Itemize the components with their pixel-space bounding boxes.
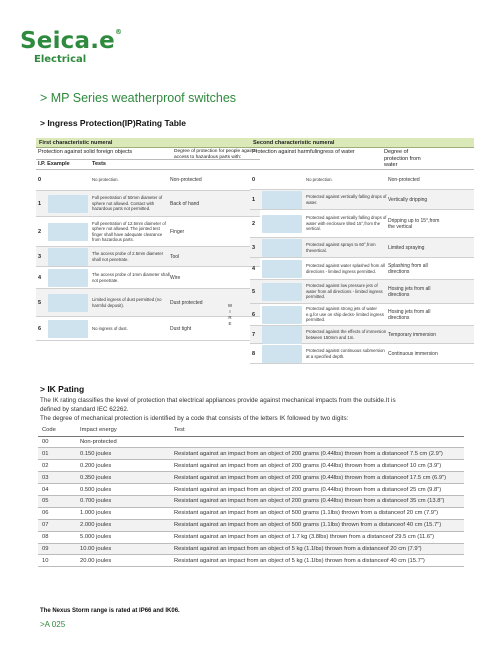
first-numeral-test-illustration-icon — [48, 248, 88, 266]
ip-section-title: > Ingress Protection(IP)Rating Table — [40, 118, 187, 128]
ik-energy-cell: 1.000 joules — [72, 507, 132, 519]
ik-test-cell: Resistant against an impact from an object of 200 grams (0.44lbs) thrown from a distanceof 25 cm (9.8") — [132, 484, 464, 496]
first-numeral-row-description: The access probe of 1mm diameter shall not penetrate. — [92, 272, 170, 283]
ik-test-cell: Resistant against an impact from an object of 200 grams (0.44lbs) thrown from a distanceof 10 cm (3.9") — [132, 460, 464, 472]
first-numeral-row-protection: Finger — [170, 228, 185, 235]
second-numeral-row-number: 8 — [252, 350, 256, 357]
ik-intro-line-3: The degree of mechanical protection is identified by a code that consists of the letters IK followed by two digits: — [40, 415, 349, 422]
ik-table-header-row — [38, 424, 464, 436]
first-numeral-row — [36, 217, 260, 247]
first-numeral-row-protection: Dust protected — [170, 299, 203, 306]
second-numeral-row-description: Protected against strong jets of water e.g.for use on ship decks- limited ingress permitted. — [306, 306, 384, 323]
ik-table-row — [38, 507, 464, 519]
second-numeral-test-illustration-icon — [262, 326, 302, 344]
ik-code-cell: 06 — [38, 507, 72, 519]
first-numeral-test-illustration-icon — [48, 223, 88, 241]
second-numeral-row-number: 3 — [252, 244, 256, 251]
second-numeral-row — [250, 326, 474, 344]
ik-intro-line-2: defined by standard IEC 62262. — [40, 406, 129, 413]
second-numeral-test-illustration-icon — [262, 239, 302, 257]
logo-brand: Seica.e — [20, 28, 115, 54]
second-numeral-row — [250, 280, 474, 304]
ik-intro-line-1: The IK rating classifies the level of protection that electrical appliances provide against mechanical impacts from the outside.It is — [40, 397, 396, 404]
first-numeral-row-protection: Tool — [170, 253, 180, 260]
second-numeral-rows — [250, 170, 474, 364]
ik-table-row — [38, 519, 464, 531]
first-numeral-row-description: Full penetration of 50mm diameter of sphere not allowed. Contact with hazardous parts not permitted. — [92, 195, 163, 212]
ik-table-row — [38, 495, 464, 507]
second-numeral-table — [250, 138, 474, 364]
first-numeral-row-number: 0 — [38, 177, 42, 183]
brand-logo — [20, 28, 180, 76]
second-numeral-row — [250, 238, 474, 258]
ik-test-cell: Resistant against an impact from an object of 500 grams (1.1lbs) thrown from a distanceof 20 cm (7.9") — [132, 507, 464, 519]
first-numeral-row — [36, 191, 260, 217]
wire-vertical-label: W I R E — [227, 303, 233, 326]
ik-table-row — [38, 436, 464, 448]
second-numeral-test-illustration-icon — [262, 283, 302, 301]
first-numeral-row-protection: Wire — [170, 274, 181, 281]
ik-code-cell: 03 — [38, 472, 72, 484]
second-numeral-row-protection: Hosing jets from all directions — [388, 308, 431, 321]
ik-code-cell: 01 — [38, 448, 72, 460]
ik-table-row — [38, 472, 464, 484]
second-numeral-row-description: Protected against continuous submersion at a specified depth. — [306, 348, 385, 359]
second-numeral-row-description: Protected against water splashed from all directions - limited ingress permitted. — [306, 263, 385, 274]
first-numeral-row-description: No protection. — [92, 177, 119, 183]
first-numeral-row-number: 5 — [38, 299, 42, 306]
second-numeral-header: Second characteristic numeral — [250, 138, 474, 148]
ik-energy-cell: 0.700 joules — [72, 495, 132, 507]
ik-code-cell: 05 — [38, 495, 72, 507]
second-numeral-row-number: 6 — [252, 311, 256, 318]
second-numeral-row-description: Protected against the effects of immersion between 150mm and 1m. — [306, 329, 387, 340]
ik-energy-cell: Non-protected — [72, 436, 132, 448]
first-numeral-row — [36, 244, 260, 267]
second-numeral-row-protection: Dripping up to 15°,from the vertical — [388, 217, 440, 230]
page-code: >A 025 — [40, 620, 66, 629]
ik-energy-cell: 2.000 joules — [72, 519, 132, 531]
second-numeral-row — [250, 190, 474, 210]
ik-test-cell: Resistant against an impact from an object of 500 grams (1.1lbs) thrown from a distanceof 40 cm (15.7") — [132, 519, 464, 531]
ik-test-cell: Resistant against an impact from an object of 1.7 kg (3.8lbs) thrown from a distanceof 29.5 cm (11.6") — [132, 531, 464, 543]
series-title: > MP Series weatherproof switches — [40, 91, 237, 105]
first-numeral-row-number: 1 — [38, 200, 42, 207]
ik-header-test: Test — [132, 424, 464, 436]
second-numeral-row-description: Protected against vertically falling drops of water with enclosure tilted 15°,from the vertical. — [306, 215, 387, 232]
second-numeral-row-description: No protection. — [306, 176, 333, 182]
ik-header-energy: Impact energy — [72, 424, 132, 436]
second-numeral-row — [250, 344, 474, 364]
first-numeral-test-illustration-icon — [48, 294, 88, 312]
ik-code-cell: 02 — [38, 460, 72, 472]
ik-energy-cell: 5.000 joules — [72, 531, 132, 543]
first-numeral-row-number: 6 — [38, 325, 42, 332]
second-numeral-row-number: 4 — [252, 265, 256, 272]
second-numeral-row — [250, 258, 474, 280]
first-numeral-row-protection: Back of hand — [170, 200, 200, 207]
ik-energy-cell: 0.500 joules — [72, 484, 132, 496]
ik-test-cell — [132, 436, 464, 448]
second-numeral-row-protection: Non-protected — [388, 176, 420, 183]
first-numeral-header: First characteristic numeral — [36, 138, 260, 148]
second-numeral-row — [250, 170, 474, 190]
first-numeral-row-description: Full penetration of 12.5mm diameter of sphere not allowed. The jointed test finger shall have adequate clearance from hazardous parts. — [92, 220, 166, 242]
first-col-ip: I.P. Example — [38, 161, 70, 167]
first-col-tests: Tests — [92, 161, 106, 167]
ik-energy-cell: 10.00 joules — [72, 543, 132, 555]
ik-test-cell: Resistant against an impact from an object of 200 grams (0.44lbs) thrown from a distanceof 35 cm (13.8") — [132, 495, 464, 507]
ik-table-row — [38, 460, 464, 472]
first-numeral-test-illustration-icon — [48, 195, 88, 213]
second-numeral-row-protection: Temporary immersion — [388, 331, 437, 338]
first-numeral-test-illustration-icon — [48, 269, 88, 287]
ik-energy-cell: 0.200 joules — [72, 460, 132, 472]
ik-code-cell: 00 — [38, 436, 72, 448]
ik-table-row — [38, 484, 464, 496]
ik-section-title: > IK Pating — [40, 384, 85, 394]
first-numeral-row-description: Limited ingress of dust permitted (no harmful deposit). — [92, 297, 162, 308]
second-numeral-row-protection: Limited spraying — [388, 244, 425, 251]
ik-table-row — [38, 448, 464, 460]
ik-test-cell: Resistant against an impact from an object of 5 kg (1.1lbs) thrown from a distanceof 40 cm (15.7") — [132, 555, 464, 567]
ik-header-code: Code — [38, 424, 72, 436]
second-numeral-row — [250, 304, 474, 326]
ik-code-cell: 09 — [38, 543, 72, 555]
ik-table-row — [38, 543, 464, 555]
first-numeral-row-description: No ingress of dust. — [92, 325, 128, 331]
second-numeral-row-number: 1 — [252, 196, 256, 203]
second-numeral-row-protection: Hosing jets from all directions — [388, 285, 431, 298]
ik-table-body — [38, 436, 464, 567]
ik-code-cell: 10 — [38, 555, 72, 567]
second-numeral-test-illustration-icon — [262, 345, 302, 363]
ik-table-row — [38, 555, 464, 567]
second-col-desc: Protection against harmfulingress of water — [252, 149, 355, 155]
first-numeral-row-number: 4 — [38, 274, 42, 281]
second-numeral-row-protection: Splashing from all directions — [388, 262, 428, 275]
first-numeral-row-protection: Dust tight — [170, 325, 192, 332]
first-numeral-row — [36, 170, 260, 191]
second-numeral-row-description: Protected against low pressure jets of water from all directions - limited ingress permitted. — [306, 283, 383, 300]
second-numeral-row-number: 2 — [252, 220, 256, 227]
logo-subtitle: Electrical — [34, 54, 87, 65]
first-numeral-test-illustration-icon — [48, 320, 88, 338]
second-numeral-row-number: 0 — [252, 176, 256, 183]
first-numeral-row — [36, 267, 260, 289]
second-numeral-row-description: Protected against sprays to 60°,from thevertical. — [306, 242, 376, 253]
second-numeral-test-illustration-icon — [262, 306, 302, 324]
second-numeral-row — [250, 210, 474, 238]
footer-note: The Nexus Storm range is rated at IP66 and IK06. — [40, 608, 180, 614]
ik-test-cell: Resistant against an impact from an object of 5 kg (1.1lbs) thrown from a distanceof 20 cm (7.9") — [132, 543, 464, 555]
first-numeral-row-number: 2 — [38, 228, 42, 235]
ik-energy-cell: 0.350 joules — [72, 472, 132, 484]
second-col-degree: Degree of protection from water — [384, 149, 421, 169]
second-numeral-test-illustration-icon — [262, 215, 302, 233]
ik-code-cell: 04 — [38, 484, 72, 496]
ik-energy-cell: 0.150 joules — [72, 448, 132, 460]
first-col-degree: Degree of protection for people against access to hazardous parts with: — [174, 149, 257, 160]
second-numeral-test-illustration-icon — [262, 260, 302, 278]
first-numeral-test-illustration-icon — [48, 171, 88, 189]
first-numeral-row-description: The access probe of 2.5mm diameter shall not penetrate. — [92, 251, 164, 262]
ik-table-row — [38, 531, 464, 543]
second-numeral-row-protection: Vertically dripping — [388, 196, 428, 203]
first-numeral-row-number: 3 — [38, 253, 42, 260]
ik-table — [38, 424, 464, 567]
second-numeral-row-protection: Continuous immersion — [388, 350, 438, 357]
ik-code-cell: 07 — [38, 519, 72, 531]
ik-test-cell: Resistant against an impact from an object of 200 grams (0.44lbs) thrown from a distanceof 7.5 cm (2.9") — [132, 448, 464, 460]
second-numeral-row-number: 5 — [252, 288, 256, 295]
second-numeral-row-number: 7 — [252, 331, 256, 338]
second-numeral-test-illustration-icon — [262, 171, 302, 189]
first-col-desc: Protection against solid foreign objects — [38, 149, 133, 155]
ik-code-cell: 08 — [38, 531, 72, 543]
second-numeral-test-illustration-icon — [262, 191, 302, 209]
ik-energy-cell: 20.00 joules — [72, 555, 132, 567]
second-numeral-row-description: Protected against vertically falling drops of water. — [306, 194, 387, 205]
first-numeral-row-protection: Non-protected — [170, 177, 202, 183]
logo-registered-mark: ® — [114, 28, 123, 36]
ik-test-cell: Resistant against an impact from an object of 200 grams (0.44lbs) thrown from a distanceof 17.5 cm (6.9") — [132, 472, 464, 484]
